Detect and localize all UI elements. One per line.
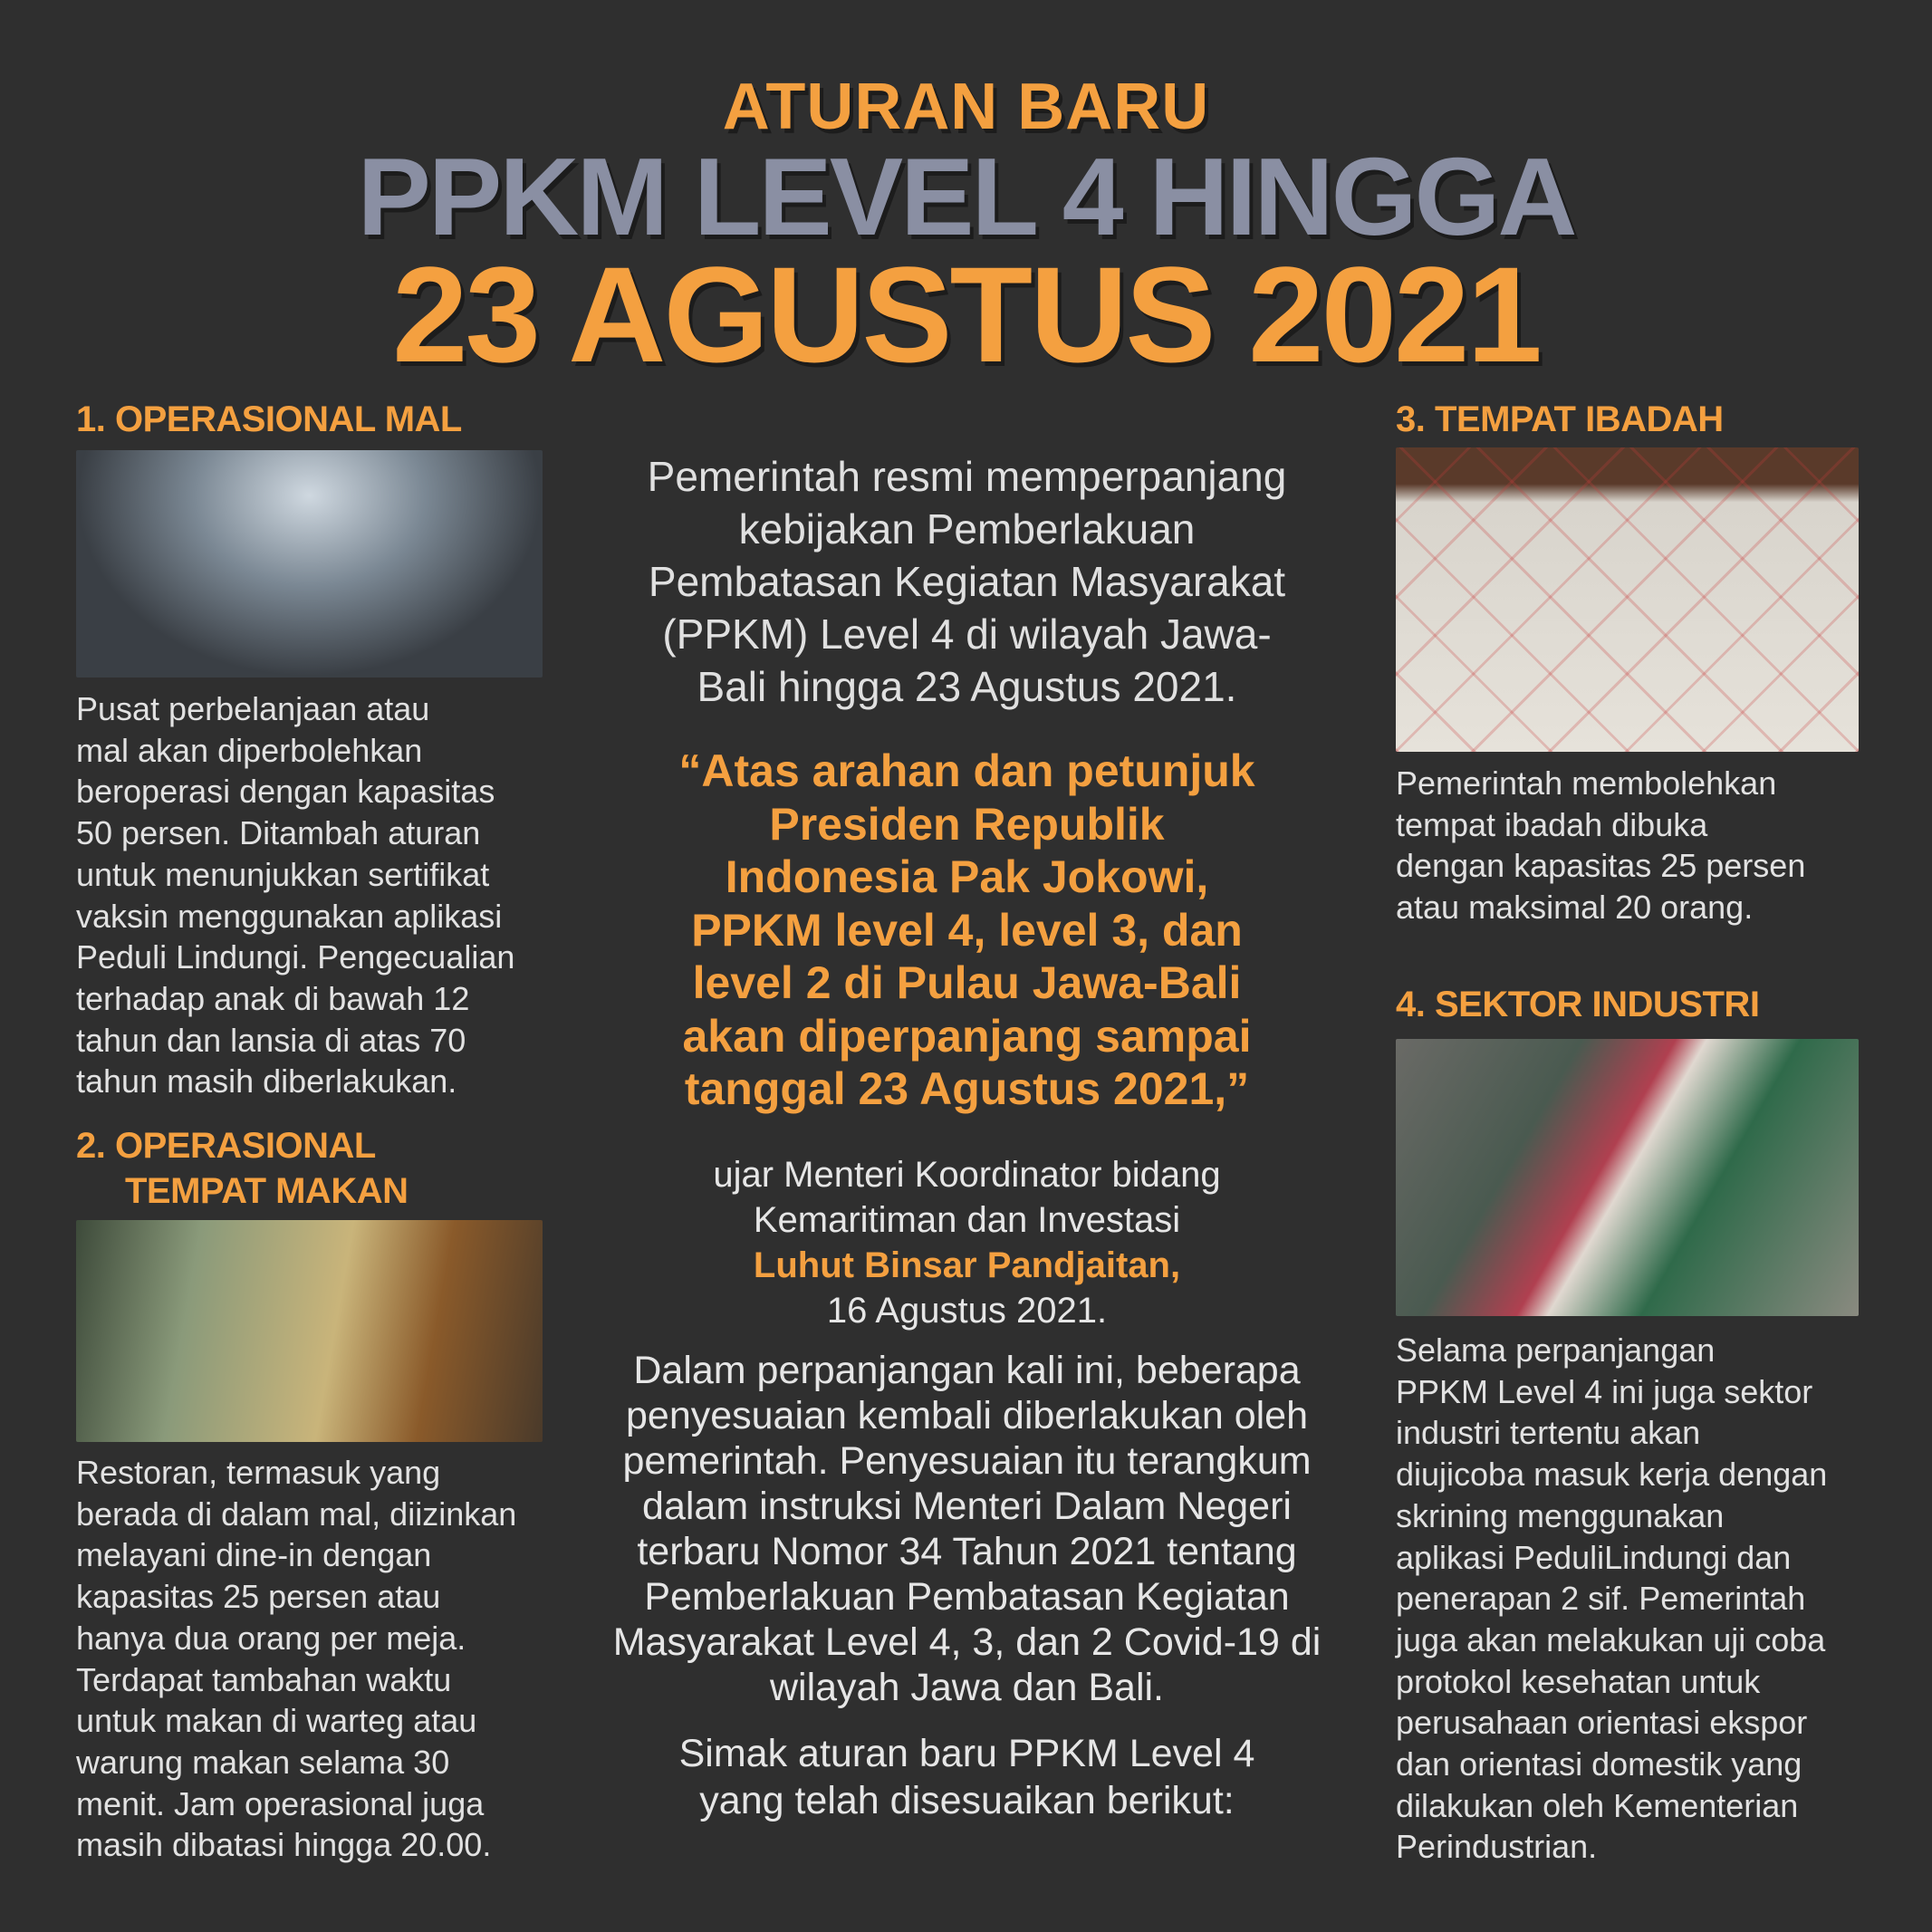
main-title: PPKM LEVEL 4 HINGGA [357, 135, 1575, 258]
text-line: Dalam perpanjangan kali ini, beberapa [633, 1349, 1301, 1392]
mall-photo [76, 450, 543, 678]
text-line: terhadap anak di bawah 12 [76, 979, 470, 1017]
text-line: dilakukan oleh Kementerian [1396, 1786, 1799, 1824]
text-line: menit. Jam operasional juga [76, 1784, 485, 1822]
text-line: skrining menggunakan [1396, 1496, 1725, 1534]
text-line: wilayah Jawa dan Bali. [769, 1666, 1165, 1709]
text-line: PPKM level 4, level 3, dan [691, 904, 1243, 956]
text-line: Simak aturan baru PPKM Level 4 [678, 1732, 1255, 1775]
text-line: juga akan melakukan uji coba [1396, 1620, 1826, 1658]
text-line: Pembatasan Kegiatan Masyarakat [648, 558, 1286, 605]
body-text [580, 1348, 1354, 1710]
intro-text [580, 450, 1354, 713]
text-line: hanya dua orang per meja. [76, 1619, 466, 1657]
text-line: (PPKM) Level 4 di wilayah Jawa- [662, 610, 1272, 658]
section-heading-worship: 3. TEMPAT IBADAH [1396, 399, 1724, 439]
text-line: “Atas arahan dan petunjuk [678, 745, 1255, 796]
text-line: melayani dine-in dengan [76, 1536, 432, 1574]
text-line: Presiden Republik [769, 798, 1165, 850]
text-line: Pusat perbelanjaan atau [76, 690, 430, 727]
text-line: untuk makan di warteg atau [76, 1702, 477, 1740]
text-line: Peduli Lindungi. Pengecualian [76, 938, 515, 976]
text-line: Selama perpanjangan [1396, 1331, 1716, 1369]
text-line: Pemerintah membolehkan [1396, 764, 1777, 802]
text-line: masih dibatasi hingga 20.00. [76, 1826, 492, 1864]
text-line: dengan kapasitas 25 persen [1396, 847, 1806, 885]
text-line: dalam instruksi Menteri Dalam Negeri [642, 1485, 1292, 1528]
text-line: yang telah disesuaikan berikut: [699, 1779, 1235, 1822]
text-line: tahun dan lansia di atas 70 [76, 1021, 466, 1059]
text-line: atau maksimal 20 orang. [1396, 889, 1754, 927]
text-line: aplikasi PeduliLindungi dan [1396, 1538, 1792, 1576]
text-line: beroperasi dengan kapasitas [76, 773, 495, 811]
text-line: ujar Menteri Koordinator bidang [713, 1155, 1221, 1195]
text-line: tahun masih diberlakukan. [76, 1062, 457, 1101]
text-line: 50 persen. Ditambah aturan [76, 814, 481, 852]
text-line: perusahaan orientasi ekspor [1396, 1704, 1808, 1742]
speaker-name: Luhut Binsar Pandjaitan, [753, 1245, 1181, 1285]
date-title: 23 AGUSTUS 2021 [392, 238, 1540, 390]
section-heading-restaurant-line1: 2. OPERASIONAL [76, 1126, 376, 1166]
text-line: tanggal 23 Agustus 2021,” [684, 1063, 1250, 1114]
text-line: mal akan diperbolehkan [76, 731, 423, 769]
text-line: vaksin menggunakan aplikasi [76, 897, 503, 935]
section-heading-mal: 1. OPERASIONAL MAL [76, 399, 462, 439]
text-line: Masyarakat Level 4, 3, dan 2 Covid-19 di [612, 1620, 1322, 1664]
worship-photo [1396, 447, 1859, 752]
text-line: dan orientasi domestik yang [1396, 1745, 1802, 1783]
restaurant-photo [76, 1220, 543, 1442]
text-line: penerapan 2 sif. Pemerintah [1396, 1580, 1806, 1618]
text-line: Pemberlakuan Pembatasan Kegiatan [644, 1575, 1290, 1619]
section-text-restaurant [76, 1452, 516, 1866]
text-line: tempat ibadah dibuka [1396, 805, 1708, 843]
closing-text [580, 1730, 1354, 1824]
text-line: penyesuaian kembali diberlakukan oleh [625, 1394, 1308, 1437]
industry-photo [1396, 1039, 1859, 1316]
text-line: Perindustrian. [1396, 1828, 1598, 1866]
attribution-text [580, 1152, 1354, 1243]
text-line: pemerintah. Penyesuaian itu terangkum [622, 1439, 1312, 1483]
speech-date: 16 Agustus 2021. [826, 1291, 1108, 1331]
text-line: terbaru Nomor 34 Tahun 2021 tentang [637, 1530, 1297, 1573]
section-text-mal [76, 688, 514, 1102]
section-text-industry [1396, 1330, 1827, 1868]
text-line: level 2 di Pulau Jawa-Bali [692, 957, 1242, 1008]
text-line: PPKM Level 4 ini juga sektor [1396, 1372, 1813, 1410]
text-line: Restoran, termasuk yang [76, 1454, 441, 1491]
text-line: berada di dalam mal, diizinkan [76, 1495, 517, 1533]
text-line: Indonesia Pak Jokowi, [725, 851, 1209, 902]
text-line: industri tertentu akan [1396, 1414, 1701, 1452]
section-text-worship [1396, 763, 1805, 928]
minister-quote [580, 745, 1354, 1116]
text-line: protokol kesehatan untuk [1396, 1662, 1761, 1700]
kicker-title: ATURAN BARU [722, 71, 1210, 143]
text-line: Kemaritiman dan Investasi [753, 1200, 1181, 1240]
text-line: untuk menunjukkan sertifikat [76, 855, 490, 893]
text-line: Pemerintah resmi memperpanjang [647, 453, 1287, 500]
text-line: warung makan selama 30 [76, 1743, 450, 1781]
text-line: kebijakan Pemberlakuan [738, 505, 1196, 553]
text-line: Bali hingga 23 Agustus 2021. [697, 663, 1237, 710]
text-line: akan diperpanjang sampai [682, 1010, 1252, 1062]
text-line: diujicoba masuk kerja dengan [1396, 1456, 1828, 1494]
text-line: Terdapat tambahan waktu [76, 1660, 452, 1698]
text-line: kapasitas 25 persen atau [76, 1578, 441, 1616]
section-heading-restaurant-line2: TEMPAT MAKAN [125, 1171, 409, 1211]
section-heading-industry: 4. SEKTOR INDUSTRI [1396, 985, 1760, 1024]
